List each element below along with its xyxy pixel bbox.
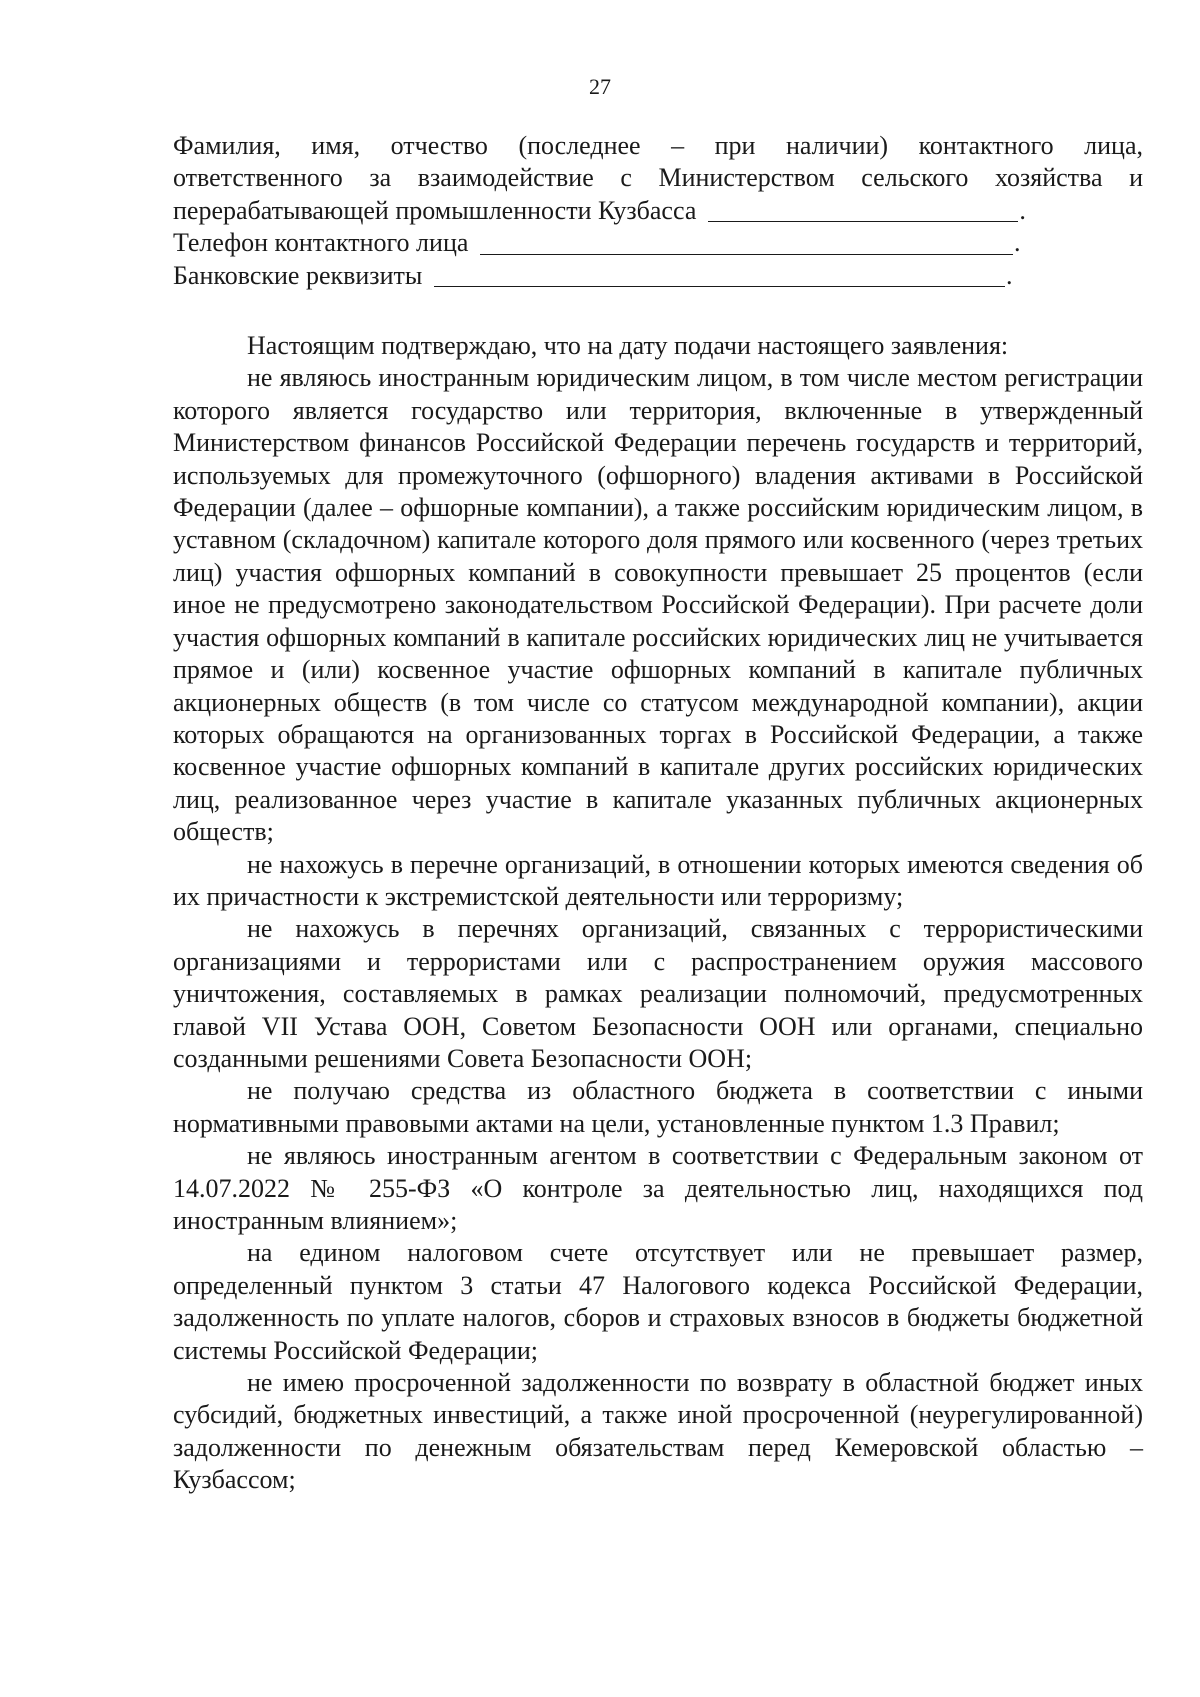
clause-budget-funds: не получаю средства из областного бюджета в соответствии с иными нормативными правовыми актами на цели, установленные пунктом 1.3 Правил; (173, 1076, 1143, 1138)
contact-person-field (173, 195, 1143, 227)
clause-terrorism-lists: не нахожусь в перечнях организаций, связанных с террористическими организациями и террористами или с распространением оружия массового уничтожения, составляемых в рамках реализации полномочий, предусмотренных главой VII Устава ООН, Советом Безопасности ООН или органами, специально созданными решениями Совета Безопасности ООН; (173, 914, 1143, 1073)
clause-overdue-debt: не имею просроченной задолженности по возврату в областной бюджет иных субсидий, бюджетных инвестиций, а также иной просроченной (неурегулированной) задолженности по денежным обязательствам перед Кемеровской областью – Кузбассом; (173, 1368, 1143, 1495)
bank-details-dot: . (1006, 260, 1013, 290)
contact-person-blank[interactable] (708, 197, 1018, 222)
clause-tax-debt: на едином налоговом счете отсутствует или не превышает размер, определенный пунктом 3 статьи 47 Налогового кодекса Российской Федерации, задолженность по уплате налогов, сборов и страховых взносов в бюджеты бюджетной системы Российской Федерации; (173, 1238, 1143, 1365)
phone-label: Телефон контактного лица (173, 228, 469, 258)
clause-extremism: не нахожусь в перечне организаций, в отношении которых имеются сведения об их причастности к экстремистской деятельности или терроризму; (173, 849, 1143, 911)
contact-person-dot: . (1019, 195, 1026, 225)
page-number: 27 (589, 74, 611, 99)
intro-paragraph: Настоящим подтверждаю, что на дату подачи настоящего заявления: (247, 331, 1009, 361)
bank-details-field (173, 260, 1143, 292)
bank-details-label: Банковские реквизиты (173, 260, 423, 290)
clause-foreign-agent: не являюсь иностранным агентом в соответствии с Федеральным законом от 14.07.2022 № 255-ФЗ «О контроле за деятельностью лиц, находящихся под иностранным влиянием»; (173, 1141, 1143, 1235)
document-body (173, 130, 1143, 1497)
spacer (173, 292, 1143, 330)
phone-blank[interactable] (480, 230, 1013, 255)
contact-line-2: ответственного за взаимодействие с Министерством сельского хозяйства и (173, 163, 1143, 193)
clause-offshore: не являюсь иностранным юридическим лицом, в том числе местом регистрации которого является государство или территория, включенные в утвержденный Министерством финансов Российской Федерации перечень государств и территорий, используемых для промежуточного (офшорного) владения активами в Российской Федерации (далее – офшорные компании), а также российским юридическим лицом, в уставном (складочном) капитале которого доля прямого или косвенного (через третьих лиц) участия офшорных компаний в совокупности превышает 25 процентов (если иное не предусмотрено законодательством Российской Федерации). При расчете доли участия офшорных компаний в капитале российских юридических лиц не учитывается прямое и (или) косвенное участие офшорных компаний в капитале публичных акционерных обществ (в том числе со статусом международной компании), акции которых обращаются на организованных торгах в Российской Федерации, а также косвенное участие офшорных компаний в капитале других российских юридических лиц, реализованное через участие в капитале указанных публичных акционерных обществ; (173, 363, 1143, 847)
contact-person-label: перерабатывающей промышленности Кузбасса (173, 195, 697, 225)
bank-details-blank[interactable] (434, 262, 1005, 287)
contact-line-1: Фамилия, имя, отчество (последнее – при наличии) контактного лица, (173, 131, 1143, 160)
phone-dot: . (1014, 228, 1021, 258)
phone-field (173, 227, 1143, 259)
